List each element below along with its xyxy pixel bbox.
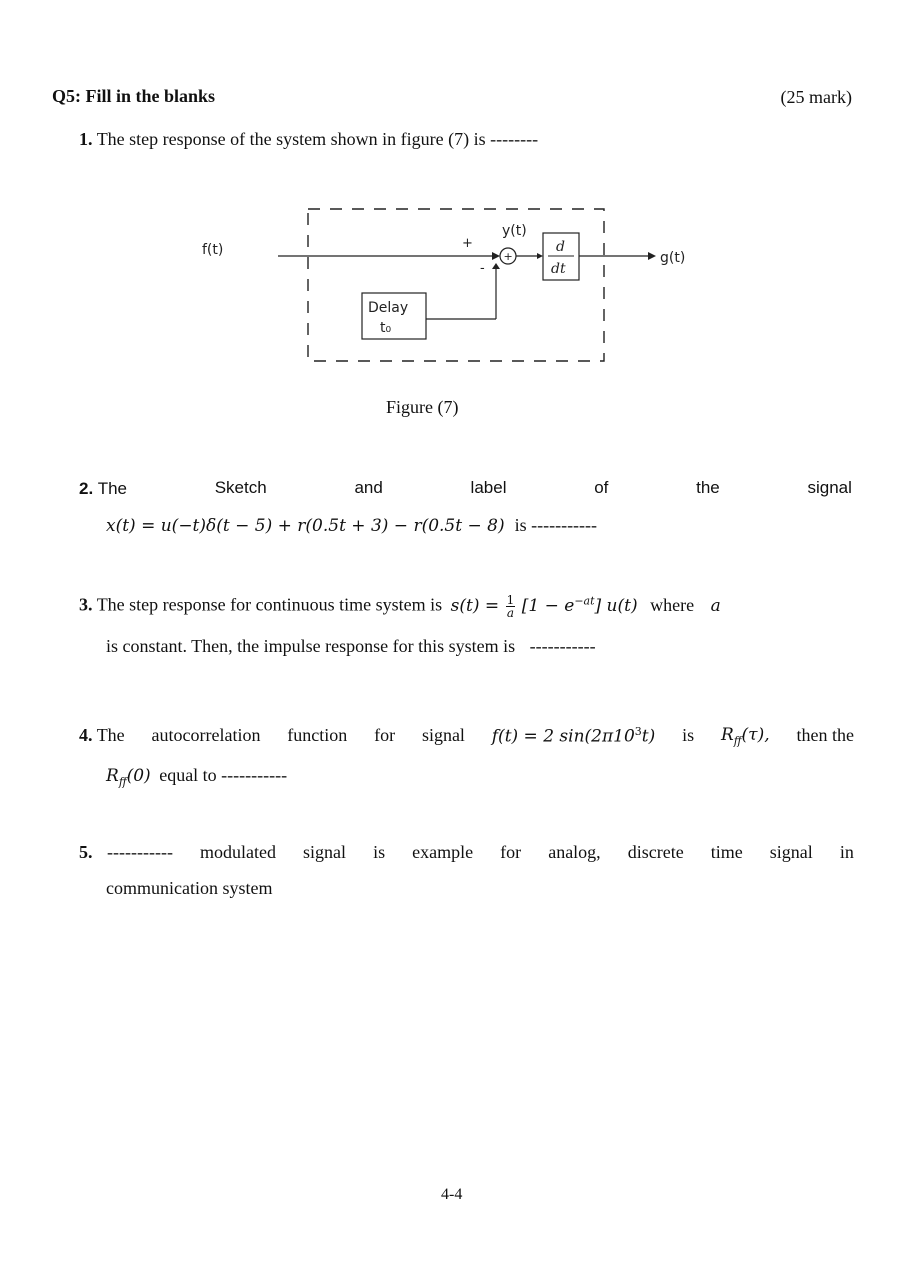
- plus-sign: +: [462, 236, 473, 251]
- item-4-autocorrelation: $R_{ff}(\tau)$,: [720, 725, 770, 748]
- item-3-number: 3.: [79, 594, 93, 615]
- input-label: f(t): [202, 242, 224, 258]
- item-3-constant: a: [710, 595, 721, 616]
- item-3-text: The step response for continuous time system is: [96, 594, 443, 615]
- item-4-signal-equation: f(t) = 2 $\sin(2\pi 10^3t)$: [491, 725, 656, 747]
- item-5-word: analog,: [548, 842, 601, 862]
- item-5-word: for: [500, 842, 522, 862]
- item-4-number-and-word: 4. The: [79, 725, 125, 745]
- item-2-word: label: [470, 478, 507, 497]
- item-4-tail: then the: [796, 725, 854, 745]
- item-4-word: function: [287, 725, 348, 745]
- item-5-word: modulated: [199, 842, 276, 862]
- item-3-line-2: [106, 636, 596, 657]
- derivative-numerator: d: [556, 239, 565, 255]
- item-3-math-rhs: $[1 - e^{-at}]$ u(t): [521, 594, 638, 616]
- page-number: 4-4: [441, 1186, 463, 1203]
- item-4-word: signal: [421, 725, 465, 745]
- item-5-word: time: [710, 842, 743, 862]
- item-5-line-1: [79, 842, 854, 863]
- summing-symbol: +: [503, 250, 513, 263]
- item-1: [79, 129, 538, 150]
- item-2-word: signal: [807, 478, 852, 497]
- item-2-equation: x(t) = u(−t)δ(t − 5) + r(0.5t + 3) − r(0.5t − 8): [106, 516, 505, 536]
- item-1-text: The step response of the system shown in figure (7) is --------: [96, 129, 539, 149]
- item-4-is: is: [682, 725, 695, 745]
- item-5-number-and-blank: 5. -----------: [79, 842, 173, 862]
- item-2-suffix: is -----------: [514, 515, 598, 535]
- item-2-word: and: [354, 478, 383, 497]
- item-3-math-lhs: s(t) =: [450, 595, 500, 616]
- item-5-line-2: communication system: [106, 878, 273, 898]
- figure-7-block-diagram: [180, 195, 740, 375]
- item-4-rff0: $R_{ff}(0)$: [106, 766, 151, 789]
- item-2-line-2: [106, 515, 597, 536]
- derivative-denominator: dt: [551, 261, 566, 277]
- system-boundary: [308, 209, 604, 361]
- item-4-word: autocorrelation: [151, 725, 261, 745]
- delay-parameter: t₀: [380, 320, 392, 336]
- delay-label: Delay: [368, 300, 409, 316]
- item-5-word: discrete: [627, 842, 684, 862]
- feedback-arrow: [492, 263, 500, 269]
- item-4-word: for: [374, 725, 396, 745]
- item-4-line-1: [79, 725, 854, 747]
- output-arrow: [648, 252, 656, 260]
- item-3-line-2-text: is constant. Then, the impulse response for this system is: [106, 636, 516, 656]
- item-3-where: where: [650, 594, 695, 615]
- item-2-line-1: [79, 478, 852, 499]
- item-5-word: in: [839, 842, 854, 862]
- item-2-word: the: [696, 478, 720, 497]
- y-label: y(t): [502, 223, 527, 239]
- item-2-word: Sketch: [214, 478, 267, 497]
- item-3-fraction: $\frac{1}{a}$: [506, 593, 515, 621]
- item-5-word: is: [373, 842, 386, 862]
- output-label: g(t): [660, 250, 686, 266]
- question-marks: (25 mark): [780, 87, 852, 107]
- item-3-line-1: [79, 594, 721, 619]
- item-2-word: of: [594, 478, 609, 497]
- item-5-word: signal: [303, 842, 347, 862]
- item-4-line-2: [106, 765, 287, 788]
- figure-caption: Figure (7): [386, 397, 459, 417]
- item-5-word: example: [412, 842, 474, 862]
- item-4-line-2-text: equal to -----------: [159, 765, 288, 785]
- question-title: Q5: Fill in the blanks: [52, 86, 216, 106]
- item-5-word: signal: [769, 842, 813, 862]
- derivative-arrow: [537, 253, 543, 259]
- input-arrow: [492, 252, 500, 260]
- item-3-blank: -----------: [529, 636, 596, 656]
- item-1-number: 1.: [79, 129, 93, 149]
- item-2-number-and-word: 2. The: [79, 479, 127, 498]
- minus-sign: -: [480, 261, 485, 276]
